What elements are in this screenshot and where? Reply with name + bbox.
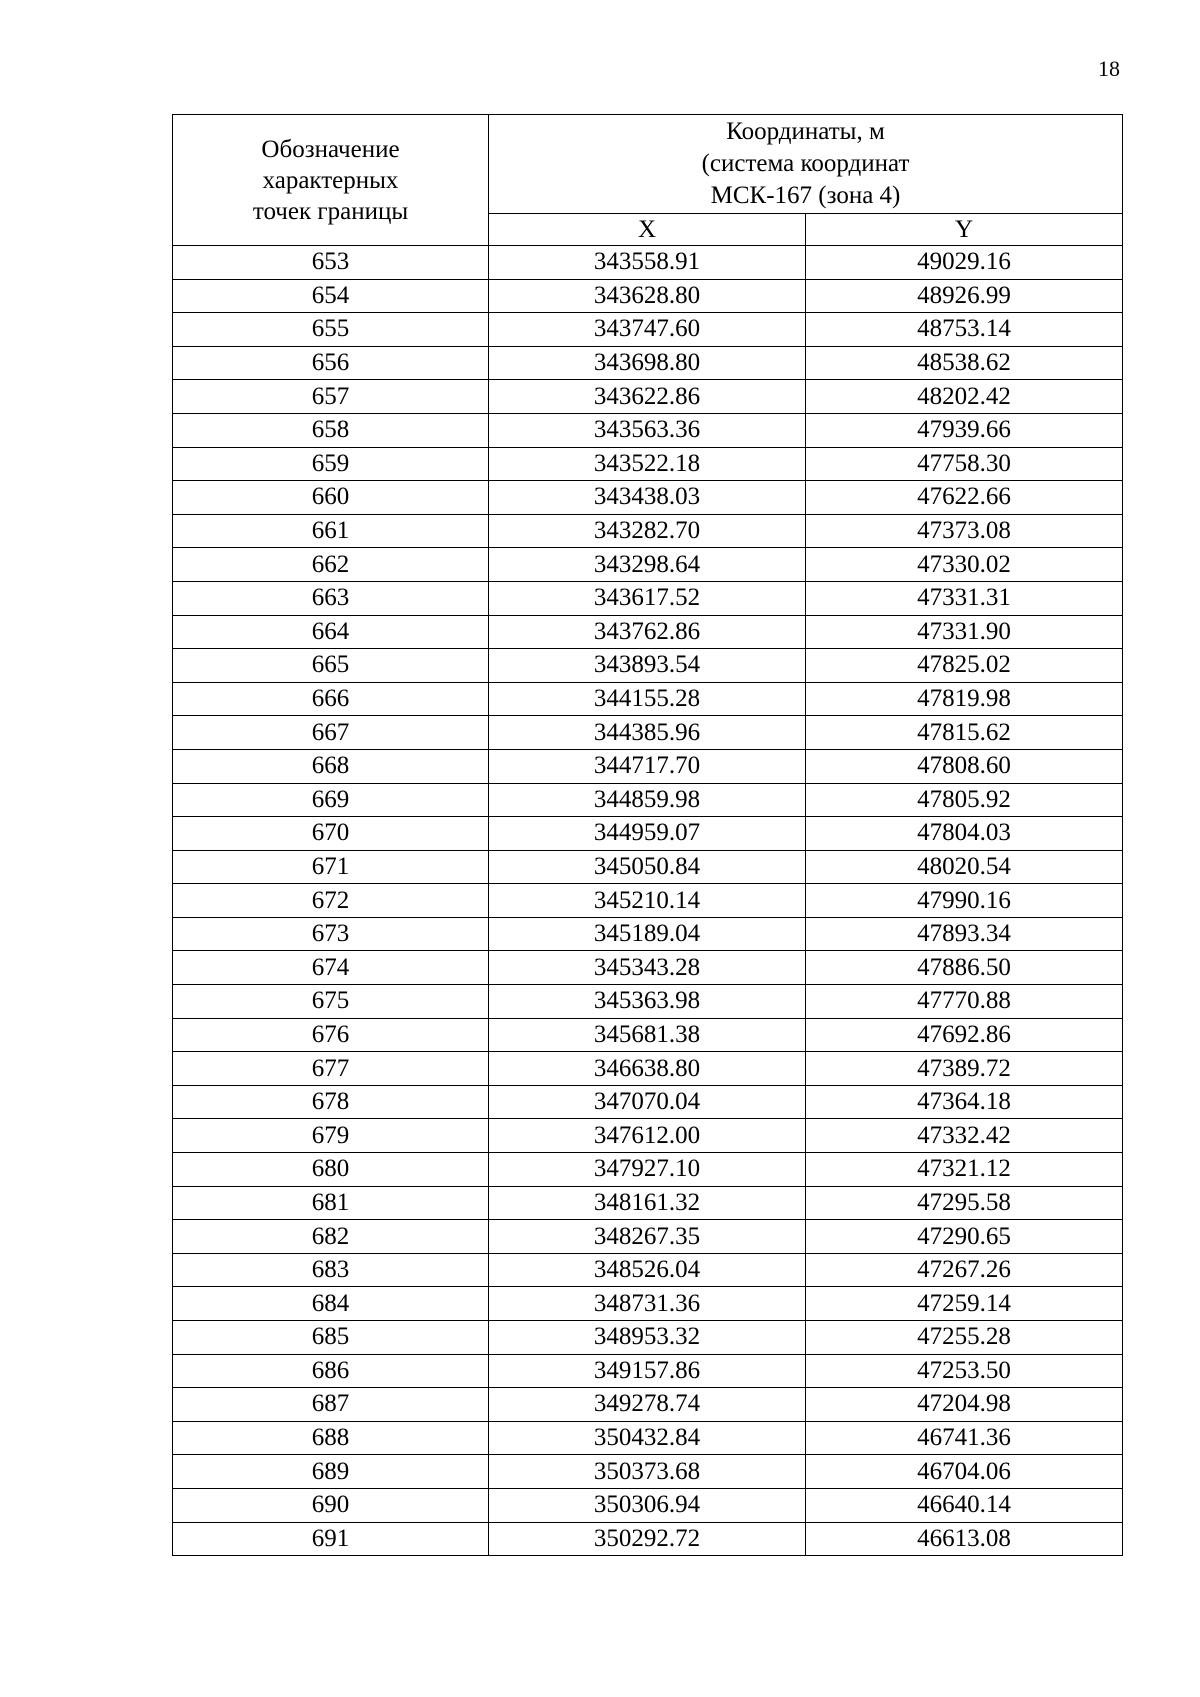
table-row xyxy=(173,1153,1123,1187)
table-row xyxy=(173,884,1123,918)
x-cell: 343698.80 xyxy=(489,346,806,380)
table-row xyxy=(173,1018,1123,1052)
point-cell: 668 xyxy=(173,749,489,783)
y-cell: 46741.36 xyxy=(806,1421,1123,1455)
table-row xyxy=(173,313,1123,347)
x-cell: 343893.54 xyxy=(489,649,806,683)
point-cell: 672 xyxy=(173,884,489,918)
y-cell: 47331.31 xyxy=(806,581,1123,615)
x-cell: 343628.80 xyxy=(489,279,806,313)
point-cell: 690 xyxy=(173,1488,489,1522)
point-cell: 691 xyxy=(173,1522,489,1556)
point-cell: 667 xyxy=(173,716,489,750)
table-row xyxy=(173,380,1123,414)
point-cell: 670 xyxy=(173,817,489,851)
x-cell: 348161.32 xyxy=(489,1186,806,1220)
x-cell: 343762.86 xyxy=(489,615,806,649)
table-row xyxy=(173,447,1123,481)
y-cell: 46704.06 xyxy=(806,1455,1123,1489)
y-cell: 47990.16 xyxy=(806,884,1123,918)
x-cell: 343298.64 xyxy=(489,548,806,582)
point-cell: 655 xyxy=(173,313,489,347)
table-body xyxy=(173,246,1123,1556)
point-cell: 654 xyxy=(173,279,489,313)
y-cell: 48926.99 xyxy=(806,279,1123,313)
table-row xyxy=(173,346,1123,380)
point-cell: 683 xyxy=(173,1253,489,1287)
point-cell: 663 xyxy=(173,581,489,615)
x-cell: 346638.80 xyxy=(489,1052,806,1086)
x-cell: 344155.28 xyxy=(489,682,806,716)
table-row xyxy=(173,985,1123,1019)
header-label-line: Обозначение xyxy=(261,135,400,163)
x-cell: 344959.07 xyxy=(489,817,806,851)
table-row xyxy=(173,1186,1123,1220)
x-cell: 345681.38 xyxy=(489,1018,806,1052)
y-cell: 46613.08 xyxy=(806,1522,1123,1556)
y-column-header: Y xyxy=(806,214,1123,246)
table-row xyxy=(173,850,1123,884)
table-row xyxy=(173,682,1123,716)
point-cell: 674 xyxy=(173,951,489,985)
table-row xyxy=(173,1488,1123,1522)
table-row xyxy=(173,514,1123,548)
x-cell: 344859.98 xyxy=(489,783,806,817)
point-cell: 686 xyxy=(173,1354,489,1388)
x-cell: 343747.60 xyxy=(489,313,806,347)
x-cell: 345210.14 xyxy=(489,884,806,918)
table-row xyxy=(173,649,1123,683)
x-cell: 345050.84 xyxy=(489,850,806,884)
x-cell: 348731.36 xyxy=(489,1287,806,1321)
table-row xyxy=(173,917,1123,951)
point-cell: 660 xyxy=(173,481,489,515)
x-cell: 343438.03 xyxy=(489,481,806,515)
table-row xyxy=(173,1085,1123,1119)
y-cell: 47332.42 xyxy=(806,1119,1123,1153)
table-header xyxy=(173,115,1123,246)
y-cell: 48753.14 xyxy=(806,313,1123,347)
point-cell: 678 xyxy=(173,1085,489,1119)
x-cell: 345343.28 xyxy=(489,951,806,985)
point-cell: 679 xyxy=(173,1119,489,1153)
y-cell: 47373.08 xyxy=(806,514,1123,548)
table-row xyxy=(173,1388,1123,1422)
table-row xyxy=(173,615,1123,649)
y-cell: 47255.28 xyxy=(806,1321,1123,1355)
y-cell: 47204.98 xyxy=(806,1388,1123,1422)
x-cell: 350373.68 xyxy=(489,1455,806,1489)
point-cell: 653 xyxy=(173,246,489,280)
y-cell: 48538.62 xyxy=(806,346,1123,380)
coordinates-header xyxy=(489,115,1123,214)
table-row xyxy=(173,246,1123,280)
x-cell: 344385.96 xyxy=(489,716,806,750)
point-cell: 658 xyxy=(173,413,489,447)
point-cell: 662 xyxy=(173,548,489,582)
point-cell: 682 xyxy=(173,1220,489,1254)
point-cell: 680 xyxy=(173,1153,489,1187)
y-cell: 47295.58 xyxy=(806,1186,1123,1220)
x-cell: 343617.52 xyxy=(489,581,806,615)
header-coords-line: МСК-167 (зона 4) xyxy=(710,182,901,209)
y-cell: 47267.26 xyxy=(806,1253,1123,1287)
header-label-line: характерных xyxy=(262,166,399,194)
point-cell: 677 xyxy=(173,1052,489,1086)
x-cell: 343558.91 xyxy=(489,246,806,280)
y-cell: 47819.98 xyxy=(806,682,1123,716)
y-cell: 48020.54 xyxy=(806,850,1123,884)
x-cell: 343282.70 xyxy=(489,514,806,548)
page-number: 18 xyxy=(1098,56,1120,81)
x-cell: 349278.74 xyxy=(489,1388,806,1422)
y-cell: 47939.66 xyxy=(806,413,1123,447)
point-cell: 676 xyxy=(173,1018,489,1052)
x-cell: 343622.86 xyxy=(489,380,806,414)
y-cell: 47758.30 xyxy=(806,447,1123,481)
table-row xyxy=(173,1522,1123,1556)
x-cell: 344717.70 xyxy=(489,749,806,783)
point-cell: 665 xyxy=(173,649,489,683)
x-cell: 348953.32 xyxy=(489,1321,806,1355)
y-cell: 46640.14 xyxy=(806,1488,1123,1522)
point-cell: 656 xyxy=(173,346,489,380)
y-cell: 47886.50 xyxy=(806,951,1123,985)
header-coords-line: Координаты, м xyxy=(726,118,885,145)
table-row xyxy=(173,1354,1123,1388)
point-cell: 669 xyxy=(173,783,489,817)
x-cell: 350306.94 xyxy=(489,1488,806,1522)
table-row xyxy=(173,413,1123,447)
y-cell: 47330.02 xyxy=(806,548,1123,582)
point-cell: 671 xyxy=(173,850,489,884)
y-cell: 47893.34 xyxy=(806,917,1123,951)
x-cell: 343522.18 xyxy=(489,447,806,481)
point-cell: 657 xyxy=(173,380,489,414)
point-cell: 659 xyxy=(173,447,489,481)
table-row xyxy=(173,951,1123,985)
point-cell: 689 xyxy=(173,1455,489,1489)
table-row xyxy=(173,1253,1123,1287)
table-row xyxy=(173,548,1123,582)
y-cell: 47389.72 xyxy=(806,1052,1123,1086)
x-cell: 350432.84 xyxy=(489,1421,806,1455)
table-row xyxy=(173,279,1123,313)
x-cell: 345189.04 xyxy=(489,917,806,951)
y-cell: 47808.60 xyxy=(806,749,1123,783)
table-row xyxy=(173,783,1123,817)
table-row xyxy=(173,1455,1123,1489)
y-cell: 47804.03 xyxy=(806,817,1123,851)
table-row xyxy=(173,1220,1123,1254)
point-cell: 661 xyxy=(173,514,489,548)
point-cell: 673 xyxy=(173,917,489,951)
y-cell: 47825.02 xyxy=(806,649,1123,683)
y-cell: 47331.90 xyxy=(806,615,1123,649)
table-row xyxy=(173,1119,1123,1153)
y-cell: 47805.92 xyxy=(806,783,1123,817)
coordinates-table xyxy=(172,114,1123,1556)
y-cell: 47770.88 xyxy=(806,985,1123,1019)
header-coords-line: (система координат xyxy=(701,150,910,177)
x-cell: 349157.86 xyxy=(489,1354,806,1388)
table-row xyxy=(173,1421,1123,1455)
table-row xyxy=(173,817,1123,851)
y-cell: 47259.14 xyxy=(806,1287,1123,1321)
y-cell: 47815.62 xyxy=(806,716,1123,750)
x-column-header: X xyxy=(489,214,806,246)
x-cell: 343563.36 xyxy=(489,413,806,447)
point-cell: 675 xyxy=(173,985,489,1019)
y-cell: 48202.42 xyxy=(806,380,1123,414)
x-cell: 347612.00 xyxy=(489,1119,806,1153)
table-row xyxy=(173,1052,1123,1086)
point-cell: 684 xyxy=(173,1287,489,1321)
table-row xyxy=(173,581,1123,615)
y-cell: 49029.16 xyxy=(806,246,1123,280)
header-label-line: точек границы xyxy=(252,197,409,225)
x-cell: 348526.04 xyxy=(489,1253,806,1287)
point-cell: 681 xyxy=(173,1186,489,1220)
point-designation-header xyxy=(173,115,489,246)
table-row xyxy=(173,716,1123,750)
y-cell: 47622.66 xyxy=(806,481,1123,515)
y-cell: 47321.12 xyxy=(806,1153,1123,1187)
y-cell: 47253.50 xyxy=(806,1354,1123,1388)
y-cell: 47290.65 xyxy=(806,1220,1123,1254)
x-cell: 348267.35 xyxy=(489,1220,806,1254)
y-cell: 47692.86 xyxy=(806,1018,1123,1052)
x-cell: 347070.04 xyxy=(489,1085,806,1119)
x-cell: 347927.10 xyxy=(489,1153,806,1187)
point-cell: 685 xyxy=(173,1321,489,1355)
table-row xyxy=(173,1321,1123,1355)
point-cell: 687 xyxy=(173,1388,489,1422)
table-row xyxy=(173,749,1123,783)
table-row xyxy=(173,481,1123,515)
y-cell: 47364.18 xyxy=(806,1085,1123,1119)
point-cell: 688 xyxy=(173,1421,489,1455)
point-cell: 664 xyxy=(173,615,489,649)
point-cell: 666 xyxy=(173,682,489,716)
table-row xyxy=(173,1287,1123,1321)
x-cell: 345363.98 xyxy=(489,985,806,1019)
x-cell: 350292.72 xyxy=(489,1522,806,1556)
